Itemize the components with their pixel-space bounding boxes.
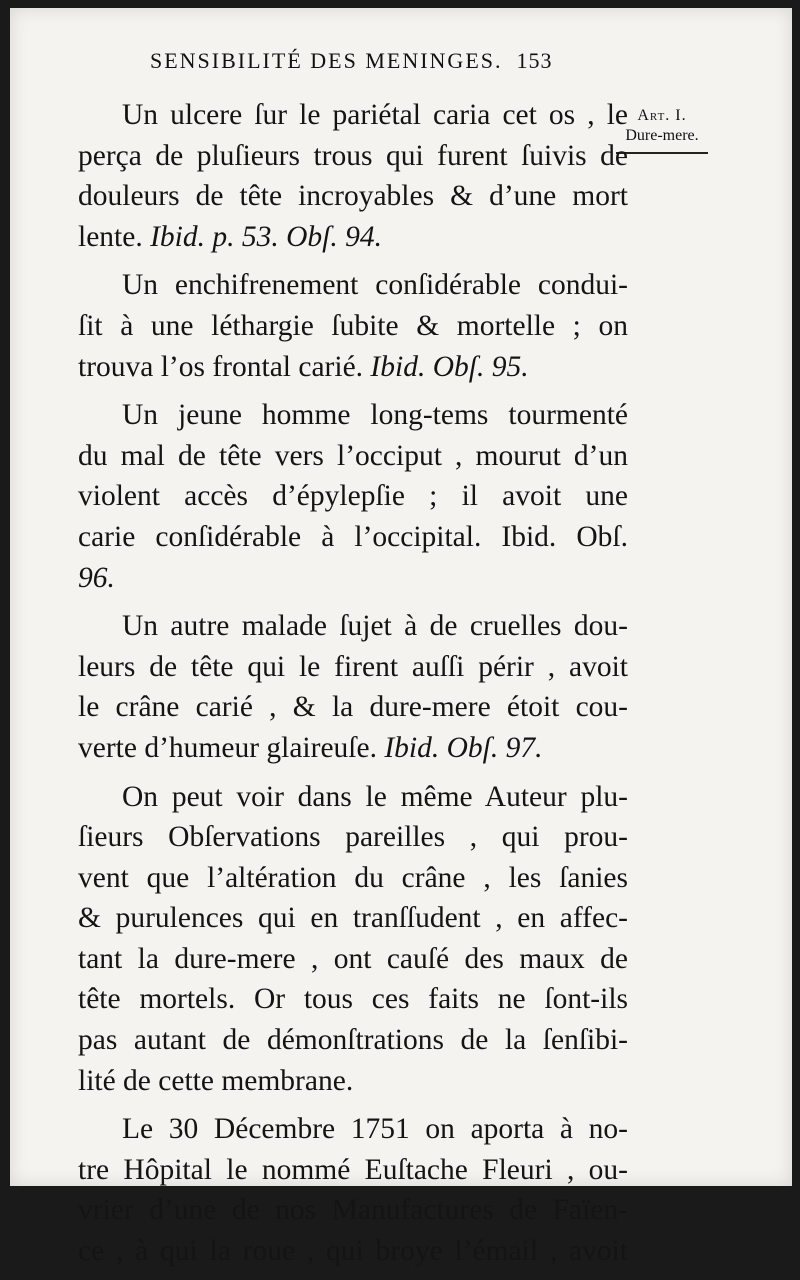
- text-line: douleurs de tête incroyables & d’une mort: [78, 180, 628, 213]
- text-line: vrier d’une de nos Manufactures de Faïen-: [78, 1194, 628, 1227]
- text-line: perça de pluſieurs trous qui furent ſuivis de: [78, 139, 628, 172]
- text-line: [78, 1061, 628, 1102]
- citation: Ibid. Obſ. 95.: [370, 350, 529, 383]
- text-line: ce , à qui la roue , qui broye l’émail , avoit: [78, 1235, 628, 1268]
- book-page: [10, 8, 792, 1268]
- line-text: trouva l’os frontal carié.: [78, 350, 364, 383]
- text-line: [78, 728, 628, 769]
- paragraph: [78, 606, 628, 768]
- text-line: ſit à une léthargie ſubite & mortelle ; on: [78, 309, 628, 342]
- text-line: leurs de tête qui le firent auſſi périr , avoit: [78, 650, 628, 683]
- text-line: vent que l’altération du crâne , les ſanies: [78, 861, 628, 894]
- text-line: On peut voir dans le même Auteur plu-: [122, 780, 628, 813]
- margin-note: [616, 106, 708, 154]
- margin-rule: [616, 152, 708, 154]
- line-text: lité de cette membrane.: [78, 1064, 354, 1097]
- running-title: SENSIBILITÉ DES MENINGES.: [150, 48, 503, 73]
- text-line: tre Hôpital le nommé Euſtache Fleuri , ou-: [78, 1153, 628, 1186]
- text-line: [78, 217, 628, 258]
- citation: Ibid. p. 53. Obſ. 94.: [150, 220, 382, 253]
- margin-subject: Dure-mere.: [625, 127, 699, 144]
- running-header: [150, 48, 553, 74]
- margin-article: Art. I.: [637, 107, 687, 124]
- text-line: Un ulcere ſur le pariétal caria cet os , le: [122, 99, 628, 131]
- text-line: tête mortels. Or tous ces faits ne ſont-ils: [78, 983, 628, 1016]
- body-text: [78, 95, 628, 1280]
- text-line: Un enchifrenement conſidérable condui-: [122, 269, 628, 302]
- text-line: tant la dure-mere , ont cauſé des maux de: [78, 942, 628, 975]
- citation: 96.: [78, 561, 115, 594]
- citation: Ibid. Obſ. 97.: [384, 731, 543, 764]
- paragraph: [78, 95, 628, 257]
- line-text: lente.: [78, 220, 143, 253]
- paragraph: [78, 777, 628, 1102]
- text-line: [78, 558, 628, 599]
- text-line: Un jeune homme long-tems tourmenté: [122, 399, 628, 432]
- text-line: ſieurs Obſervations pareilles , qui prou-: [78, 821, 628, 854]
- line-text: verte d’humeur glaireuſe.: [78, 731, 377, 764]
- text-line: Le 30 Décembre 1751 on aporta à no-: [122, 1113, 628, 1146]
- paragraph: [78, 1109, 628, 1271]
- text-line: & purulences qui en tranſſudent , en affec-: [78, 902, 628, 935]
- text-line: carie conſidérable à l’occipital. Ibid. Obſ.: [78, 520, 628, 553]
- text-line: le crâne carié , & la dure-mere étoit cou-: [78, 691, 628, 724]
- text-line: violent accès d’épylepſie ; il avoit une: [78, 480, 628, 513]
- text-line: pas autant de démonſtrations de la ſenſibi-: [78, 1024, 628, 1057]
- paragraph: [78, 395, 628, 598]
- page-number: 153: [516, 48, 553, 73]
- text-line: [78, 347, 628, 388]
- text-line: Un autre malade ſujet à de cruelles dou-: [122, 610, 628, 643]
- text-line: du mal de tête vers l’occiput , mourut d’un: [78, 439, 628, 472]
- paragraph: [78, 265, 628, 387]
